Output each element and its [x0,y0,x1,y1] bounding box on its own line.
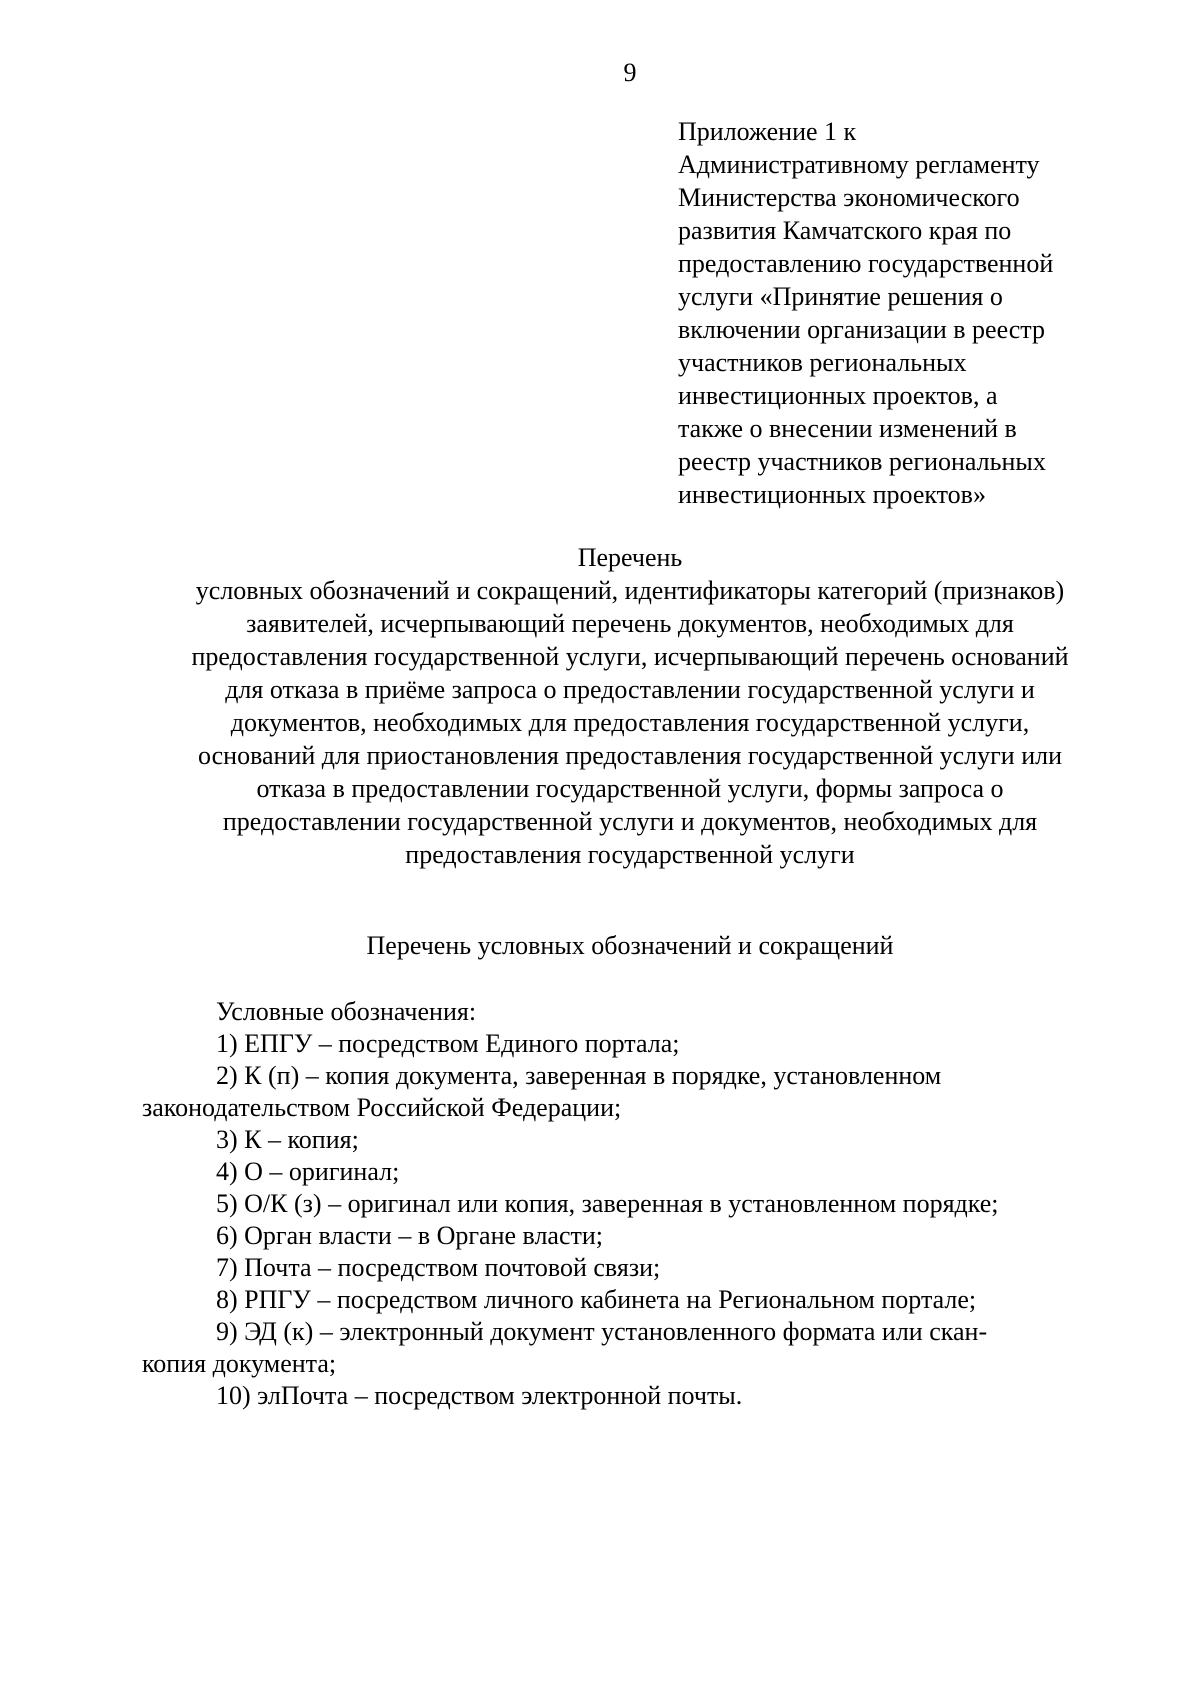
appendix-line: Министерства экономического [678,183,1020,212]
legend-item: 6) Орган власти – в Органе власти; [216,1221,604,1250]
section-heading: Перечень условных обозначений и сокращений [366,931,894,960]
legend-item: 1) ЕПГУ – посредством Единого портала; [216,1029,680,1058]
title-line: отказа в предоставлении государственной услуги, формы запроса о [256,774,1004,803]
appendix-line: инвестиционных проектов» [678,480,986,509]
appendix-line: развития Камчатского края по [678,216,1012,245]
legend-item: 8) РПГУ – посредством личного кабинета на Региональном портале; [216,1285,977,1314]
appendix-line: включении организации в реестр [678,315,1045,344]
page-number: 9 [623,58,637,87]
title-line: документов, необходимых для предоставления государственной услуги, [230,708,1030,737]
legend-item: 9) ЭД (к) – электронный документ установленного формата или скан- [216,1317,988,1346]
legend-item: 5) О/К (з) – оригинал или копия, заверенная в установленном порядке; [216,1189,999,1218]
title-line: Перечень [577,543,683,572]
appendix-line: услуги «Принятие решения о [678,282,1003,311]
legend-item-continuation: копия документа; [142,1349,337,1378]
appendix-line: Приложение 1 к [678,117,857,146]
appendix-line: также о внесении изменений в [678,414,1017,443]
title-line: предоставлении государственной услуги и документов, необходимых для [222,807,1038,836]
appendix-reference [678,115,1118,511]
title-line: заявителей, исчерпывающий перечень документов, необходимых для [246,609,1014,638]
legend-list [142,996,1142,1412]
legend-item: 10) элПочта – посредством электронной почты. [216,1381,743,1410]
legend-item-continuation: законодательством Российской Федерации; [142,1093,622,1122]
title-line: условных обозначений и сокращений, идентификаторы категорий (признаков) [195,576,1065,605]
appendix-line: предоставлению государственной [678,249,1054,278]
title-line: предоставления государственной услуги, исчерпывающий перечень оснований [191,642,1069,671]
document-title [0,541,1200,871]
title-line: для отказа в приёме запроса о предоставлении государственной услуги и [225,675,1035,704]
appendix-line: инвестиционных проектов, а [678,381,998,410]
appendix-line: Административному регламенту [678,150,1040,179]
title-line: предоставления государственной услуги [405,840,855,869]
legend-heading: Условные обозначения: [216,997,477,1026]
appendix-line: реестр участников региональных [678,447,1046,476]
legend-item: 2) К (п) – копия документа, заверенная в порядке, установленном [216,1061,942,1090]
legend-item: 7) Почта – посредством почтовой связи; [216,1253,661,1282]
title-line: оснований для приостановления предоставления государственной услуги или [197,741,1063,770]
legend-item: 3) К – копия; [216,1125,359,1154]
appendix-line: участников региональных [678,348,967,377]
legend-item: 4) О – оригинал; [216,1157,400,1186]
